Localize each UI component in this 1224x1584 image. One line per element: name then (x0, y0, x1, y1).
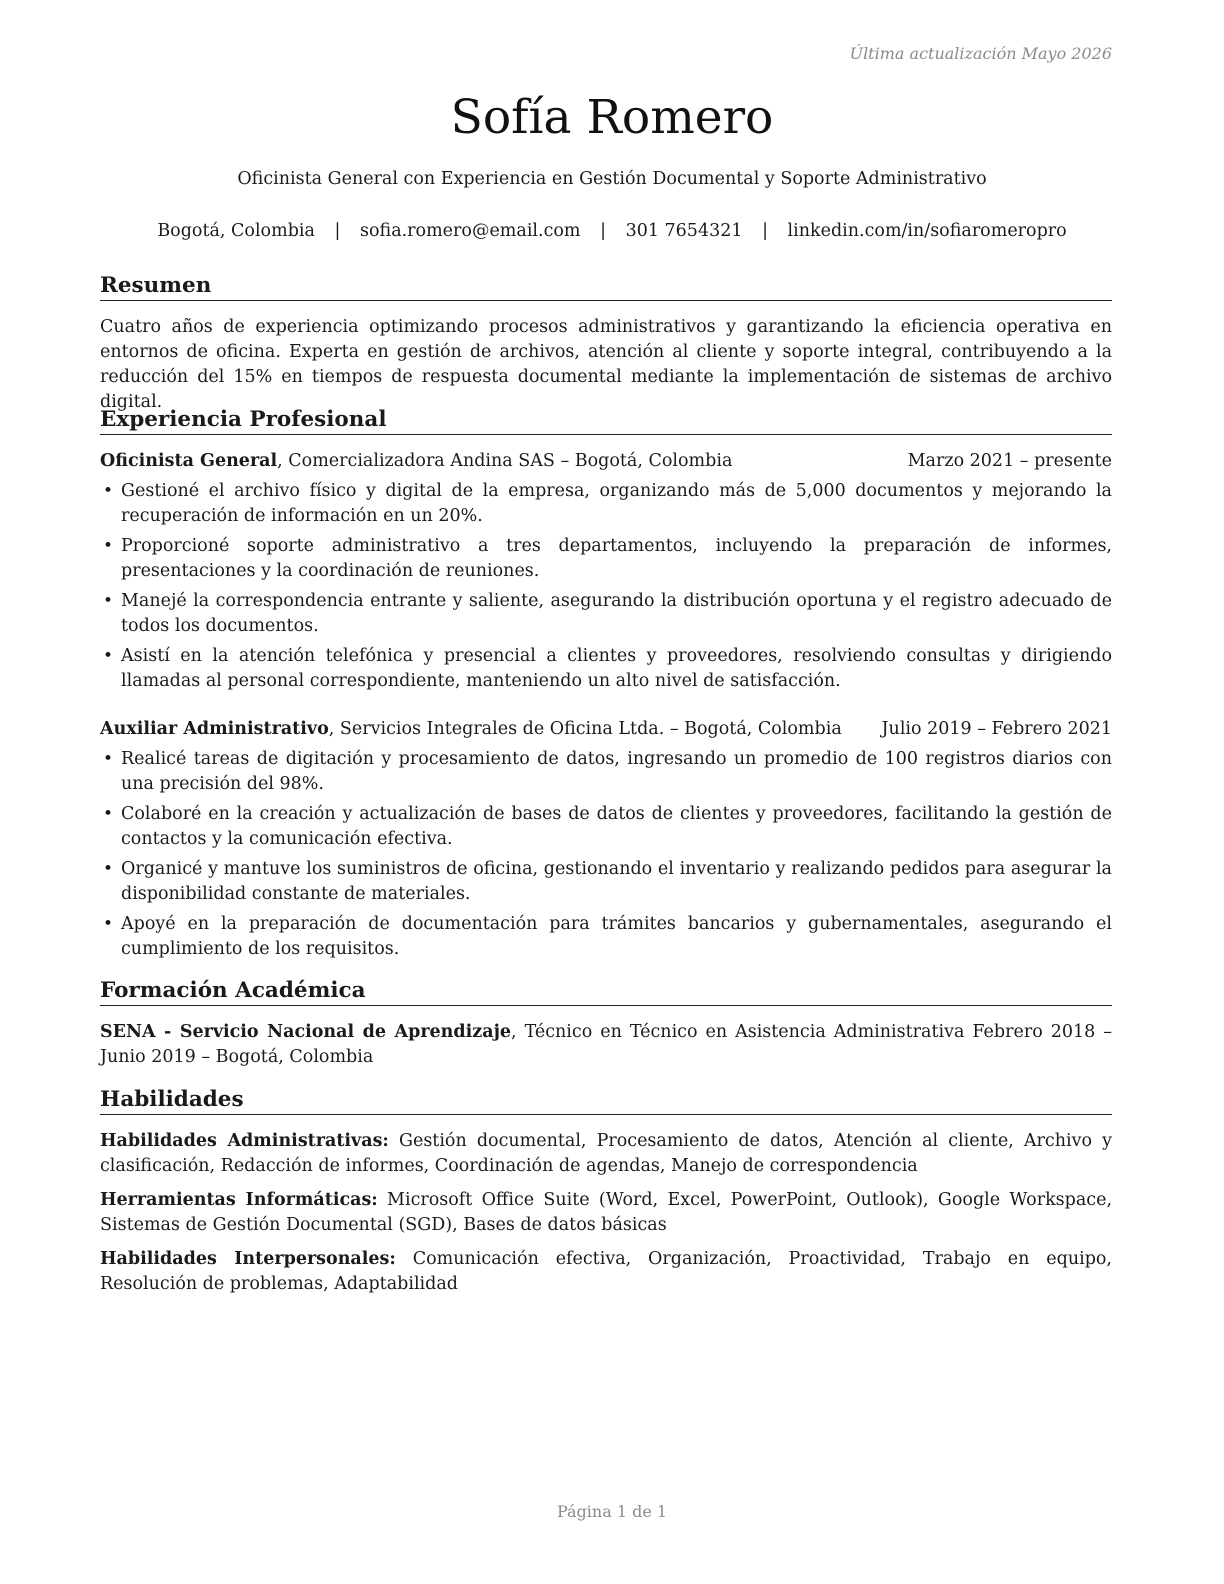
skill-group (100, 1129, 1112, 1179)
education-entry (100, 1020, 1112, 1070)
bullet-text: Apoyé en la preparación de documentación para trámites bancarios y gubernamentales, asegurando el cumplimiento de los requisitos. (121, 914, 1112, 959)
job-dates: Julio 2019 – Febrero 2021 (881, 719, 1112, 739)
education-institution: SENA - Servicio Nacional de Aprendizaje (100, 1022, 512, 1042)
list-item (100, 644, 1112, 694)
bullet-text: Proporcioné soporte administrativo a tres departamentos, incluyendo la preparación de informes, presentaciones y la coordinación de reuniones. (121, 536, 1112, 581)
skill-group (100, 1188, 1112, 1238)
last-updated: Última actualización Mayo 2026 (849, 44, 1112, 63)
job-company: , Servicios Integrales de Oficina Ltda. – Bogotá, Colombia (328, 719, 842, 739)
section-title-experience: Experiencia Profesional (100, 406, 1112, 435)
section-title-education: Formación Académica (100, 977, 1112, 1006)
job-bullets (100, 747, 1112, 967)
skill-label: Habilidades Administrativas: (100, 1131, 389, 1151)
contact-separator: | (334, 221, 341, 241)
contact-phone: 301 7654321 (625, 221, 743, 241)
job-title-line (100, 449, 732, 474)
job-bullets (100, 479, 1112, 699)
bullet-icon: • (103, 804, 114, 824)
bullet-text: Manejé la correspondencia entrante y saliente, asegurando la distribución oportuna y el registro adecuado de todos los documentos. (121, 591, 1112, 636)
section-title-summary: Resumen (100, 272, 1112, 301)
bullet-icon: • (103, 536, 114, 556)
skill-label: Herramientas Informáticas: (100, 1190, 378, 1210)
bullet-text: Organicé y mantuve los suministros de oficina, gestionando el inventario y realizando pedidos para asegurar la disponibilidad constante de materiales. (121, 859, 1112, 904)
contact-separator: | (600, 221, 606, 241)
job-company: , Comercializadora Andina SAS – Bogotá, Colombia (277, 451, 733, 471)
professional-headline: Oficinista General con Experiencia en Gestión Documental y Soporte Administrativo (237, 169, 987, 189)
skill-text: Gestión documental, Procesamiento de datos, Atención al cliente, Archivo y clasificación, Redacción de informes, Coordinación de agendas, Manejo de correspondencia (100, 1131, 1113, 1176)
bullet-text: Realicé tareas de digitación y procesamiento de datos, ingresando un promedio de 100 registros diarios con una precisión del 98%. (121, 749, 1112, 794)
bullet-text: Gestioné el archivo físico y digital de la empresa, organizando más de 5,000 documentos y mejorando la recuperación de información en un 20%. (121, 481, 1112, 526)
bullet-icon: • (103, 481, 114, 501)
candidate-name: Sofía Romero (450, 90, 774, 145)
skill-text: Microsoft Office Suite (Word, Excel, PowerPoint, Outlook), Google Workspace, Sistemas de Gestión Documental (SGD), Bases de datos básicas (100, 1190, 1113, 1235)
job-role: Auxiliar Administrativo (100, 719, 329, 739)
list-item (100, 747, 1112, 797)
page-indicator: Página 1 de 1 (556, 1502, 668, 1521)
job-role: Oficinista General (100, 451, 278, 471)
contact-separator: | (762, 221, 768, 241)
bullet-icon: • (103, 859, 114, 879)
section-title-skills: Habilidades (100, 1086, 1112, 1115)
contact-email[interactable]: sofia.romero@email.com (360, 221, 581, 241)
list-item (100, 589, 1112, 639)
skill-label: Habilidades Interpersonales: (100, 1249, 396, 1269)
bullet-icon: • (103, 914, 114, 934)
skill-group (100, 1247, 1112, 1297)
list-item (100, 534, 1112, 584)
bullet-text: Colaboré en la creación y actualización de bases de datos de clientes y proveedores, facilitando la gestión de contactos y la comunicación efectiva. (121, 804, 1112, 849)
skill-text: Comunicación efectiva, Organización, Proactividad, Trabajo en equipo, Resolución de problemas, Adaptabilidad (100, 1249, 1112, 1294)
summary-text: Cuatro años de experiencia optimizando procesos administrativos y garantizando la eficiencia operativa en entornos de oficina. Experta en gestión de archivos, atención al cliente y soporte integral, contribuyendo a la reducción del 15% en tiempos de respuesta documental mediante la implementación de sistemas de archivo digital. (100, 317, 1112, 412)
job-header (100, 449, 1112, 474)
job-dates: Marzo 2021 – presente (907, 451, 1112, 471)
job-title-line (100, 717, 842, 742)
bullet-icon: • (103, 591, 114, 611)
list-item (100, 912, 1112, 962)
job-header (100, 717, 1112, 742)
contact-linkedin[interactable]: linkedin.com/in/sofiaromeropro (787, 221, 1067, 241)
list-item (100, 479, 1112, 529)
list-item (100, 857, 1112, 907)
education-details: , Técnico en Técnico en Asistencia Administrativa Febrero 2018 – Junio 2019 – Bogotá, Colombia (100, 1022, 1112, 1067)
bullet-icon: • (103, 646, 114, 666)
contact-location: Bogotá, Colombia (157, 221, 315, 241)
bullet-icon: • (103, 749, 114, 769)
list-item (100, 802, 1112, 852)
bullet-text: Asistí en la atención telefónica y presencial a clientes y proveedores, resolviendo consultas y dirigiendo llamadas al personal correspondiente, manteniendo un alto nivel de satisfacción. (121, 646, 1112, 691)
contact-line (0, 219, 1224, 243)
